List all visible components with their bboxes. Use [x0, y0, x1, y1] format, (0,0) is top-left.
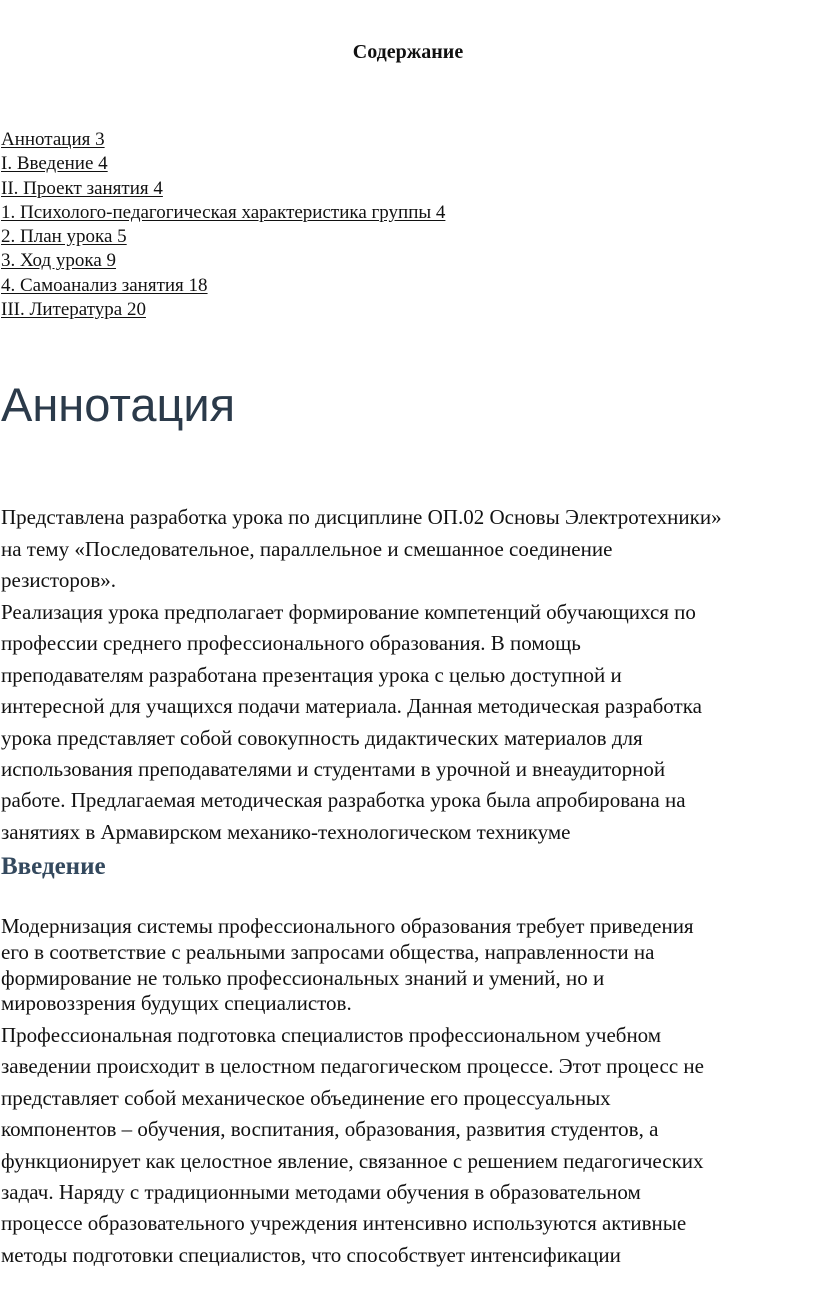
text-line: интересной для учащихся подачи материала. Данная методическая разработка — [1, 694, 702, 719]
text-line: резисторов». — [1, 568, 116, 593]
text-line: использования преподавателями и студентами в урочной и внеаудиторной — [1, 757, 666, 782]
text-line: задач. Наряду с традиционными методами обучения в образовательном — [1, 1180, 641, 1205]
text-line: методы подготовки специалистов, что способствует интенсификации — [1, 1242, 621, 1267]
introduction-paragraph-1 — [1, 914, 815, 1017]
text-line: компонентов – обучения, воспитания, образования, развития студентов, а — [1, 1117, 659, 1142]
toc-link-group-characteristics[interactable]: 1. Психолого-педагогическая характеристика группы 4 — [1, 201, 446, 223]
text-line: урока представляет собой совокупность дидактических материалов для — [1, 725, 643, 750]
text-line: работе. Предлагаемая методическая разработка урока была апробирована на — [1, 788, 686, 813]
toc-link-literature[interactable]: III. Литература 20 — [1, 299, 146, 321]
introduction-heading: Введение — [1, 853, 106, 880]
annotation-paragraph-2 — [1, 597, 815, 848]
toc-title: Содержание — [352, 41, 464, 63]
text-line: занятиях в Армавирском механико-технологическом техникуме — [1, 819, 571, 844]
toc-item — [1, 249, 445, 273]
toc-item — [1, 225, 445, 249]
text-line: преподавателям разработана презентация урока с целью доступной и — [1, 662, 622, 687]
toc-link-lesson-plan[interactable]: 2. План урока 5 — [1, 226, 127, 248]
toc-item — [1, 298, 445, 322]
toc-link-annotation[interactable]: Аннотация 3 — [1, 129, 105, 150]
toc-item — [1, 128, 445, 152]
text-line: его в соответствие с реальными запросами общества, направленности на — [1, 939, 655, 964]
toc-link-lesson-course[interactable]: 3. Ход урока 9 — [1, 250, 117, 272]
table-of-contents — [1, 128, 445, 322]
text-line: Профессиональная подготовка специалистов профессиональном учебном — [1, 1023, 662, 1047]
toc-item — [1, 152, 445, 176]
annotation-heading: Аннотация — [1, 378, 236, 431]
toc-link-lesson-project[interactable]: II. Проект занятия 4 — [1, 177, 163, 199]
toc-link-introduction[interactable]: I. Введение 4 — [1, 153, 108, 175]
toc-link-self-analysis[interactable]: 4. Самоанализ занятия 18 — [1, 274, 208, 296]
text-line: функционирует как целостное явление, связанное с решением педагогических — [1, 1148, 704, 1173]
text-line: представляет собой механическое объединение его процессуальных — [1, 1085, 611, 1110]
text-line: Модернизация системы профессионального образования требует приведения — [1, 914, 694, 938]
text-line: Представлена разработка урока по дисциплине ОП.02 Основы Электротехники» — [1, 505, 722, 529]
text-line: заведении происходит в целостном педагогическом процессе. Этот процесс не — [1, 1054, 704, 1079]
text-line: Реализация урока предполагает формирование компетенций обучающихся по — [1, 600, 696, 624]
text-line: профессии среднего профессионального образования. В помощь — [1, 631, 581, 656]
text-line: мировоззрения будущих специалистов. — [1, 991, 352, 1016]
text-line: на тему «Последовательное, параллельное и смешанное соединение — [1, 536, 613, 561]
annotation-paragraph-1 — [1, 502, 815, 597]
text-line: процессе образовательного учреждения интенсивно используются активные — [1, 1211, 687, 1236]
toc-item — [1, 201, 445, 225]
toc-item — [1, 274, 445, 298]
introduction-paragraph-2 — [1, 1020, 815, 1271]
toc-item — [1, 177, 445, 201]
text-line: формирование не только профессиональных знаний и умений, но и — [1, 965, 605, 990]
